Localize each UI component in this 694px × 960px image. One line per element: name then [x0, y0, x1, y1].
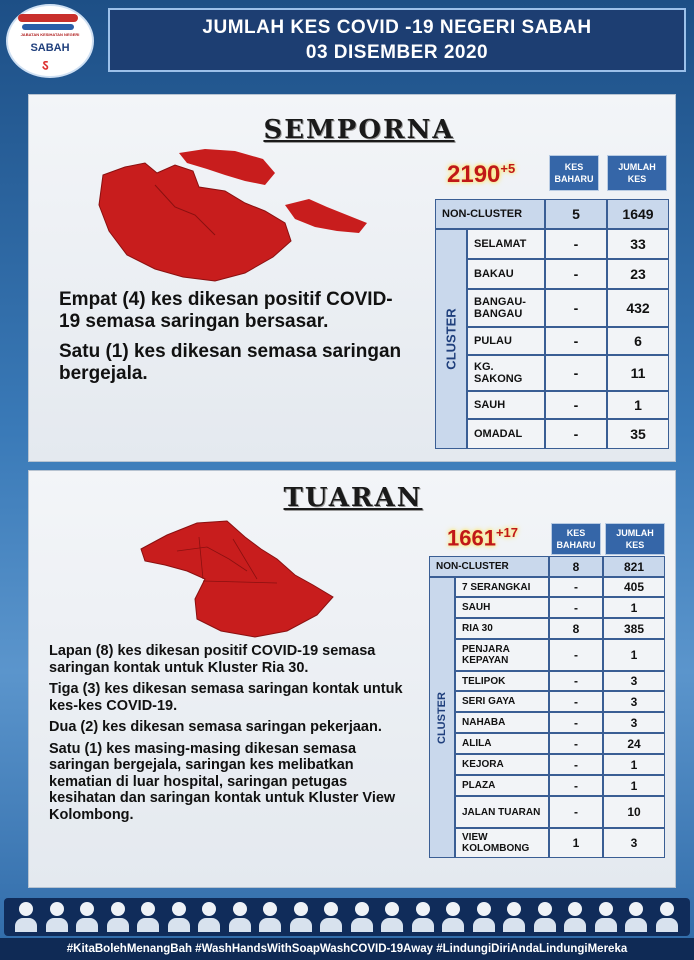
cluster-total-cases: 6: [607, 327, 669, 355]
tuaran-panel: [28, 470, 676, 888]
cluster-total-cases: 24: [603, 733, 665, 754]
health-worker-icon: [441, 902, 465, 934]
cluster-row: [467, 289, 669, 327]
cluster-row: [455, 775, 665, 796]
cluster-name: KEJORA: [455, 754, 549, 775]
semporna-map-icon: [95, 145, 375, 285]
tuaran-total-value: 1661: [447, 525, 496, 551]
cluster-new-cases: 1: [549, 828, 603, 858]
jkn-sabah-logo: [6, 4, 94, 78]
cluster-new-cases: -: [549, 671, 603, 691]
cluster-name: RIA 30: [455, 618, 549, 639]
cluster-new-cases: -: [545, 229, 607, 259]
logo-name: SABAH: [30, 42, 70, 54]
cluster-name: TELIPOK: [455, 671, 549, 691]
cluster-new-cases: -: [549, 712, 603, 733]
health-worker-icon: [136, 902, 160, 934]
logo-wave-icon: [22, 24, 74, 30]
cluster-name: SERI GAYA: [455, 691, 549, 712]
cluster-row: [455, 828, 665, 858]
health-worker-icon: [258, 902, 282, 934]
non-cluster-new: 8: [549, 556, 603, 577]
health-worker-icon: [167, 902, 191, 934]
cluster-row: [455, 712, 665, 733]
cluster-name: KG. SAKONG: [467, 355, 545, 391]
cluster-total-cases: 405: [603, 577, 665, 597]
cluster-new-cases: -: [549, 775, 603, 796]
cluster-total-cases: 385: [603, 618, 665, 639]
health-worker-icon: [411, 902, 435, 934]
cluster-total-cases: 3: [603, 828, 665, 858]
tuaran-description: [49, 643, 409, 828]
cluster-row: [467, 419, 669, 449]
health-worker-icon: [350, 902, 374, 934]
health-worker-icon: [380, 902, 404, 934]
cluster-total-cases: 1: [603, 597, 665, 618]
cluster-name: PLAZA: [455, 775, 549, 796]
semporna-increase: +5: [500, 161, 516, 176]
non-cluster-row: [429, 556, 665, 577]
cluster-total-cases: 3: [603, 691, 665, 712]
logo-small-text: JABATAN KESIHATAN NEGERI: [20, 32, 80, 37]
cluster-row: [467, 327, 669, 355]
tuaran-text-1: Lapan (8) kes dikesan positif COVID-19 semasa saringan kontak untuk Kluster Ria 30.: [49, 643, 376, 676]
non-cluster-total: 821: [603, 556, 665, 577]
health-worker-icon: [14, 902, 38, 934]
non-cluster-new: 5: [545, 199, 607, 229]
cluster-total-cases: 35: [607, 419, 669, 449]
cluster-row: [467, 259, 669, 289]
health-worker-icon: [106, 902, 130, 934]
logo-mark-icon: [18, 14, 78, 22]
health-worker-icon: [289, 902, 313, 934]
cluster-new-cases: -: [545, 327, 607, 355]
cluster-total-cases: 11: [607, 355, 669, 391]
cluster-name: JALAN TUARAN: [455, 796, 549, 828]
cluster-row: [455, 691, 665, 712]
non-cluster-label: NON-CLUSTER: [429, 556, 549, 577]
cluster-new-cases: -: [545, 289, 607, 327]
cluster-name: PULAU: [467, 327, 545, 355]
cluster-row: [455, 796, 665, 828]
cluster-total-cases: 33: [607, 229, 669, 259]
health-workers-banner: [4, 898, 690, 936]
cluster-new-cases: -: [549, 733, 603, 754]
cluster-new-cases: -: [545, 355, 607, 391]
cluster-row: [467, 229, 669, 259]
cluster-total-cases: 1: [607, 391, 669, 419]
tuaran-map-icon: [137, 519, 337, 639]
cluster-total-cases: 3: [603, 671, 665, 691]
page-header: [108, 8, 686, 72]
cluster-total-cases: 1: [603, 639, 665, 671]
health-worker-icon: [228, 902, 252, 934]
tuaran-title: TUARAN: [283, 483, 423, 513]
cluster-row: [455, 639, 665, 671]
footer-hashtags: #KitaBolehMenangBah #WashHandsWithSoapWashCOVID-19Away #LindungiDiriAndaLindungiMereka: [0, 938, 694, 960]
cluster-row: [455, 618, 665, 639]
cluster-name: NAHABA: [455, 712, 549, 733]
non-cluster-row: [435, 199, 669, 229]
cluster-total-cases: 1: [603, 775, 665, 796]
semporna-total: [447, 161, 515, 189]
page-date: 03 DISEMBER 2020: [305, 42, 489, 63]
health-worker-icon: [533, 902, 557, 934]
cluster-total-cases: 10: [603, 796, 665, 828]
cluster-side-label: [435, 229, 467, 449]
cluster-total-cases: 23: [607, 259, 669, 289]
tuaran-text-4: Satu (1) kes masing-masing dikesan semasa saringan bergejala, saringan kes melibatkan kematian di luar hospital, saringan petugas kesihatan dan saringan kontak untuk Kluster View Kolombong.: [49, 740, 396, 823]
health-worker-icon: [75, 902, 99, 934]
cluster-name: 7 SERANGKAI: [455, 577, 549, 597]
cluster-new-cases: -: [549, 597, 603, 618]
health-worker-icon: [594, 902, 618, 934]
tuaran-header-new: KES BAHARU: [551, 523, 601, 555]
semporna-total-value: 2190: [447, 161, 501, 188]
semporna-panel: [28, 94, 676, 462]
semporna-text-2: Satu (1) kes dikesan semasa saringan bergejala.: [59, 341, 402, 384]
tuaran-header-total: JUMLAH KES: [605, 523, 665, 555]
tuaran-text-3: Dua (2) kes dikesan semasa saringan pekerjaan.: [49, 719, 382, 735]
cluster-name: VIEW KOLOMBONG: [455, 828, 549, 858]
health-worker-icon: [472, 902, 496, 934]
cluster-new-cases: -: [549, 691, 603, 712]
cluster-new-cases: -: [549, 796, 603, 828]
cluster-new-cases: -: [545, 391, 607, 419]
cluster-new-cases: -: [545, 419, 607, 449]
cluster-total-cases: 3: [603, 712, 665, 733]
cluster-total-cases: 432: [607, 289, 669, 327]
cluster-name: ALILA: [455, 733, 549, 754]
health-worker-icon: [624, 902, 648, 934]
health-worker-icon: [502, 902, 526, 934]
cluster-name: BAKAU: [467, 259, 545, 289]
semporna-text-1: Empat (4) kes dikesan positif COVID-19 semasa saringan bersasar.: [59, 289, 393, 332]
health-worker-icon: [655, 902, 679, 934]
cluster-row: [455, 733, 665, 754]
health-worker-icon: [319, 902, 343, 934]
page-title: JUMLAH KES COVID -19 NEGERI SABAH: [202, 17, 592, 38]
cluster-side-label: [429, 577, 455, 858]
semporna-header-new: KES BAHARU: [549, 155, 599, 191]
cluster-label-text: CLUSTER: [443, 308, 459, 370]
cluster-name: OMADAL: [467, 419, 545, 449]
cluster-row: [455, 671, 665, 691]
tuaran-text-2: Tiga (3) kes dikesan semasa saringan kontak untuk kes-kes COVID-19.: [49, 681, 403, 714]
logo-swoosh-icon: ऽ: [42, 57, 49, 73]
cluster-row: [467, 355, 669, 391]
cluster-new-cases: -: [549, 754, 603, 775]
cluster-name: SAUH: [455, 597, 549, 618]
tuaran-increase: +17: [495, 525, 519, 540]
cluster-new-cases: 8: [549, 618, 603, 639]
cluster-row: [467, 391, 669, 419]
semporna-description: [59, 289, 409, 393]
cluster-label-text: CLUSTER: [436, 691, 448, 744]
cluster-row: [455, 597, 665, 618]
cluster-new-cases: -: [545, 259, 607, 289]
cluster-name: SELAMAT: [467, 229, 545, 259]
health-worker-icon: [563, 902, 587, 934]
cluster-name: PENJARA KEPAYAN: [455, 639, 549, 671]
cluster-total-cases: 1: [603, 754, 665, 775]
cluster-new-cases: -: [549, 577, 603, 597]
cluster-name: SAUH: [467, 391, 545, 419]
semporna-header-total: JUMLAH KES: [607, 155, 667, 191]
non-cluster-total: 1649: [607, 199, 669, 229]
cluster-name: BANGAU-BANGAU: [467, 289, 545, 327]
cluster-row: [455, 577, 665, 597]
health-worker-icon: [197, 902, 221, 934]
cluster-new-cases: -: [549, 639, 603, 671]
non-cluster-label: NON-CLUSTER: [435, 199, 545, 229]
health-worker-icon: [45, 902, 69, 934]
cluster-row: [455, 754, 665, 775]
tuaran-total: [447, 525, 518, 551]
semporna-title: SEMPORNA: [263, 115, 455, 145]
